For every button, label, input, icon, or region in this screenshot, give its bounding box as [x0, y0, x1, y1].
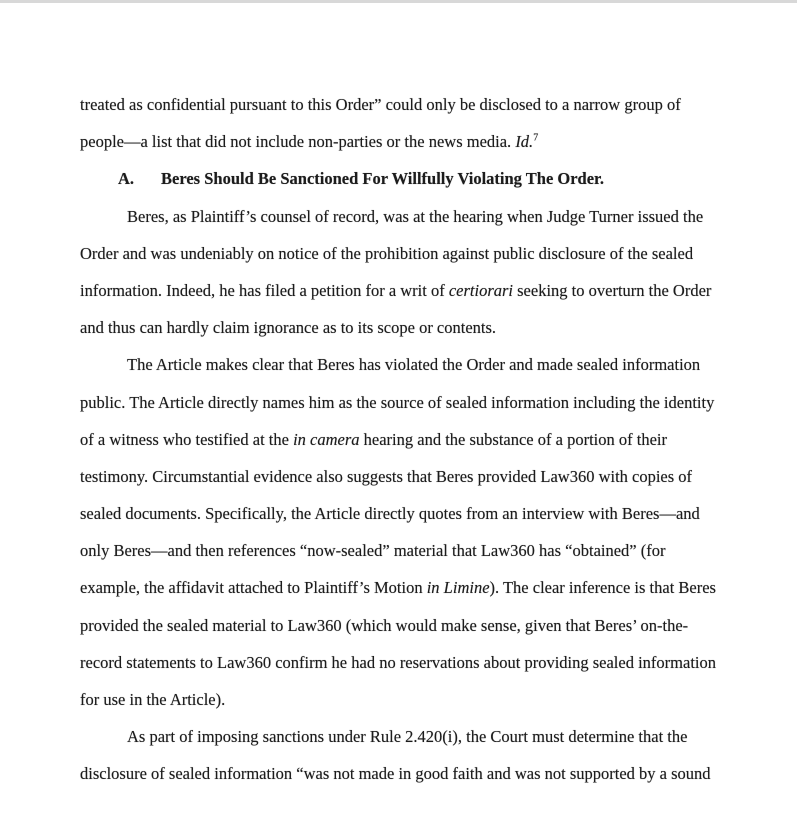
document-line	[80, 755, 760, 792]
text-segment: provided the sealed material to Law360 (which would make sense, given that Beres’ on-the-	[80, 615, 689, 635]
document-line	[80, 532, 760, 569]
text-segment: certiorari	[448, 280, 514, 300]
document-line	[80, 421, 760, 458]
text-segment: record statements to Law360 confirm he had no reservations about providing sealed information	[80, 652, 716, 672]
document-line	[80, 123, 760, 160]
text-segment: disclosure of sealed information “was not made in good faith and was not supported by a sound	[80, 764, 711, 784]
document-line	[80, 718, 760, 755]
document-line	[80, 309, 760, 346]
heading-number: A.	[118, 169, 135, 189]
text-segment: of a witness who testified at the	[80, 429, 294, 449]
text-segment: in camera	[293, 429, 360, 449]
text-segment: for use in the Article).	[80, 690, 226, 709]
document-body	[80, 86, 760, 793]
scan-top-edge	[0, 0, 797, 3]
text-segment: Id.	[515, 132, 534, 152]
text-segment: Beres Should Be Sanctioned For Willfully Violating The Order.	[161, 169, 604, 189]
text-segment: As part of imposing sanctions under Rule 2.420(i), the Court must determine that the	[127, 727, 688, 747]
document-line	[80, 681, 760, 718]
text-segment: Order and was undeniably on notice of the prohibition against public disclosure of the sealed	[80, 243, 694, 263]
document-line	[80, 198, 760, 235]
document-line	[80, 458, 760, 495]
document-line	[80, 272, 760, 309]
document-line	[80, 644, 760, 681]
text-segment: only Beres—and then references “now-sealed” material that Law360 has “obtained” (for	[80, 541, 666, 561]
document-line	[80, 235, 760, 272]
document-line	[80, 346, 760, 383]
text-segment: ). The clear inference is that Beres	[489, 578, 716, 598]
document-line	[80, 569, 760, 606]
document-line	[80, 607, 760, 644]
footnote-reference: 7	[533, 132, 539, 144]
text-segment: seeking to overturn the Order	[513, 280, 712, 300]
text-segment: in Limine	[426, 578, 490, 598]
document-line	[80, 495, 760, 532]
text-segment: people—a list that did not include non-parties or the news media.	[80, 132, 516, 152]
text-segment: public. The Article directly names him as the source of sealed information including the identity	[80, 392, 715, 412]
text-segment: The Article makes clear that Beres has violated the Order and made sealed information	[127, 355, 701, 375]
text-segment: Beres, as Plaintiff’s counsel of record, was at the hearing when Judge Turner issued the	[127, 206, 704, 226]
text-segment: testimony. Circumstantial evidence also suggests that Beres provided Law360 with copies of	[80, 466, 693, 486]
text-segment: information. Indeed, he has filed a petition for a writ of	[80, 280, 449, 300]
text-segment: treated as confidential pursuant to this Order” could only be disclosed to a narrow group of	[80, 95, 681, 114]
text-segment: hearing and the substance of a portion of their	[359, 429, 667, 449]
document-line	[80, 384, 760, 421]
text-segment: example, the affidavit attached to Plaintiff’s Motion	[80, 578, 427, 598]
document-line	[80, 86, 760, 123]
section-heading	[80, 160, 760, 197]
text-segment: and thus can hardly claim ignorance as to its scope or contents.	[80, 318, 497, 338]
text-segment: sealed documents. Specifically, the Article directly quotes from an interview with Beres—and	[80, 504, 700, 524]
